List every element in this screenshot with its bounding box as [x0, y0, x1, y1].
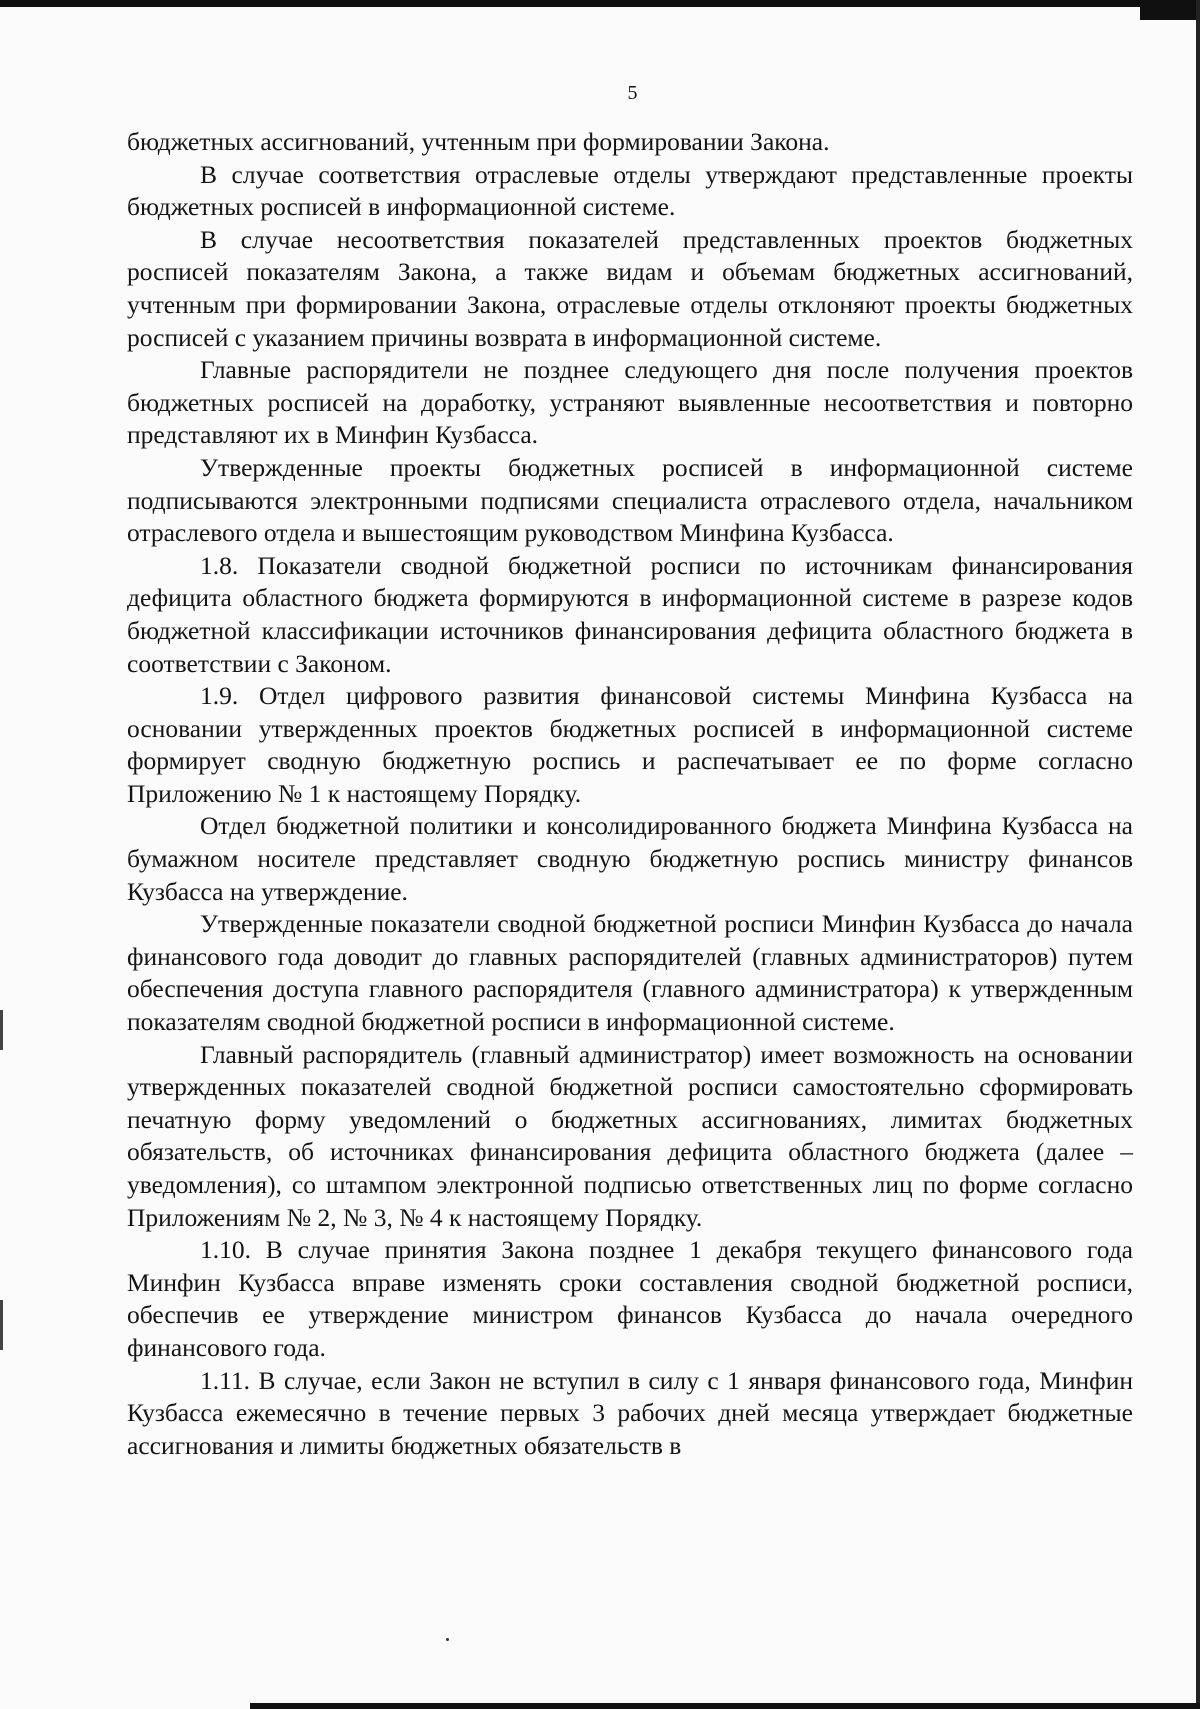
- paragraph: В случае несоответствия показателей представленных проектов бюджетных росписей показателям Закона, а также видам и объемам бюджетных ассигнований, учтенным при формировании Закона, отраслевые отделы отклоняют проекты бюджетных росписей с указанием причины возврата в информационной системе.: [127, 224, 1133, 352]
- document-body: [127, 126, 1133, 1462]
- scan-speck: [446, 1638, 449, 1641]
- page-number: 5: [627, 82, 638, 104]
- scan-edge-right: [1196, 0, 1200, 1709]
- paragraph: Главные распорядители не позднее следующего дня после получения проектов бюджетных росписей на доработку, устраняют выявленные несоответствия и повторно представляют их в Минфин Кузбасса.: [127, 355, 1133, 450]
- paragraph-1-9: 1.9. Отдел цифрового развития финансовой системы Минфина Кузбасса на основании утвержденных проектов бюджетных росписей в информационной системе формирует сводную бюджетную роспись и распечатывает ее по форме согласно Приложению № 1 к настоящему Порядку.: [127, 681, 1133, 808]
- paragraph: Главный распорядитель (главный администратор) имеет возможность на основании утвержденных показателей сводной бюджетной росписи самостоятельно сформировать печатную форму уведомлений о бюджетных ассигнованиях, лимитах бюджетных обязательств, об источниках финансирования дефицита областного бюджета (далее – уведомления), со штампом электронной подписью ответственных лиц по форме согласно Приложениям № 2, № 3, № 4 к настоящему Порядку.: [127, 1039, 1133, 1232]
- scan-edge-top: [0, 0, 1200, 7]
- scan-corner-top-right: [1140, 0, 1200, 20]
- paragraph: В случае соответствия отраслевые отделы утверждают представленные проекты бюджетных росписей в информационной системе.: [127, 159, 1133, 222]
- paragraph-1-8: 1.8. Показатели сводной бюджетной росписи по источникам финансирования дефицита областного бюджета формируются в информационной системе в разрезе кодов бюджетной классификации источников финансирования дефицита областного бюджета в соответствии с Законом.: [127, 550, 1133, 678]
- paragraph-1-11: 1.11. В случае, если Закон не вступил в силу с 1 января финансового года, Минфин Кузбасса ежемесячно в течение первых 3 рабочих дней месяца утверждает бюджетные ассигнования и лимиты бюджетных обязательств в: [127, 1365, 1133, 1460]
- paragraph: Отдел бюджетной политики и консолидированного бюджета Минфина Кузбасса на бумажном носителе представляет сводную бюджетную роспись министру финансов Кузбасса на утверждение.: [127, 811, 1133, 906]
- scan-mark-left: [0, 1300, 3, 1350]
- paragraph-1-10: 1.10. В случае принятия Закона позднее 1 декабря текущего финансового года Минфин Кузбасса вправе изменять сроки составления сводной бюджетной росписи, обеспечив ее утверждение министром финансов Кузбасса до начала очередного финансового года.: [127, 1235, 1133, 1362]
- paragraph: Утвержденные проекты бюджетных росписей в информационной системе подписываются электронными подписями специалиста отраслевого отдела, начальником отраслевого отдела и вышестоящим руководством Минфина Кузбасса.: [127, 452, 1133, 548]
- scan-mark-left: [0, 1010, 3, 1050]
- paragraph: бюджетных ассигнований, учтенным при формировании Закона.: [127, 127, 830, 156]
- scan-edge-bottom: [250, 1703, 1200, 1709]
- paragraph: Утвержденные показатели сводной бюджетной росписи Минфин Кузбасса до начала финансового года доводит до главных распорядителей (главных администраторов) путем обеспечения доступа главного распорядителя (главного администратора) к утвержденным показателям сводной бюджетной росписи в информационной системе.: [127, 909, 1133, 1037]
